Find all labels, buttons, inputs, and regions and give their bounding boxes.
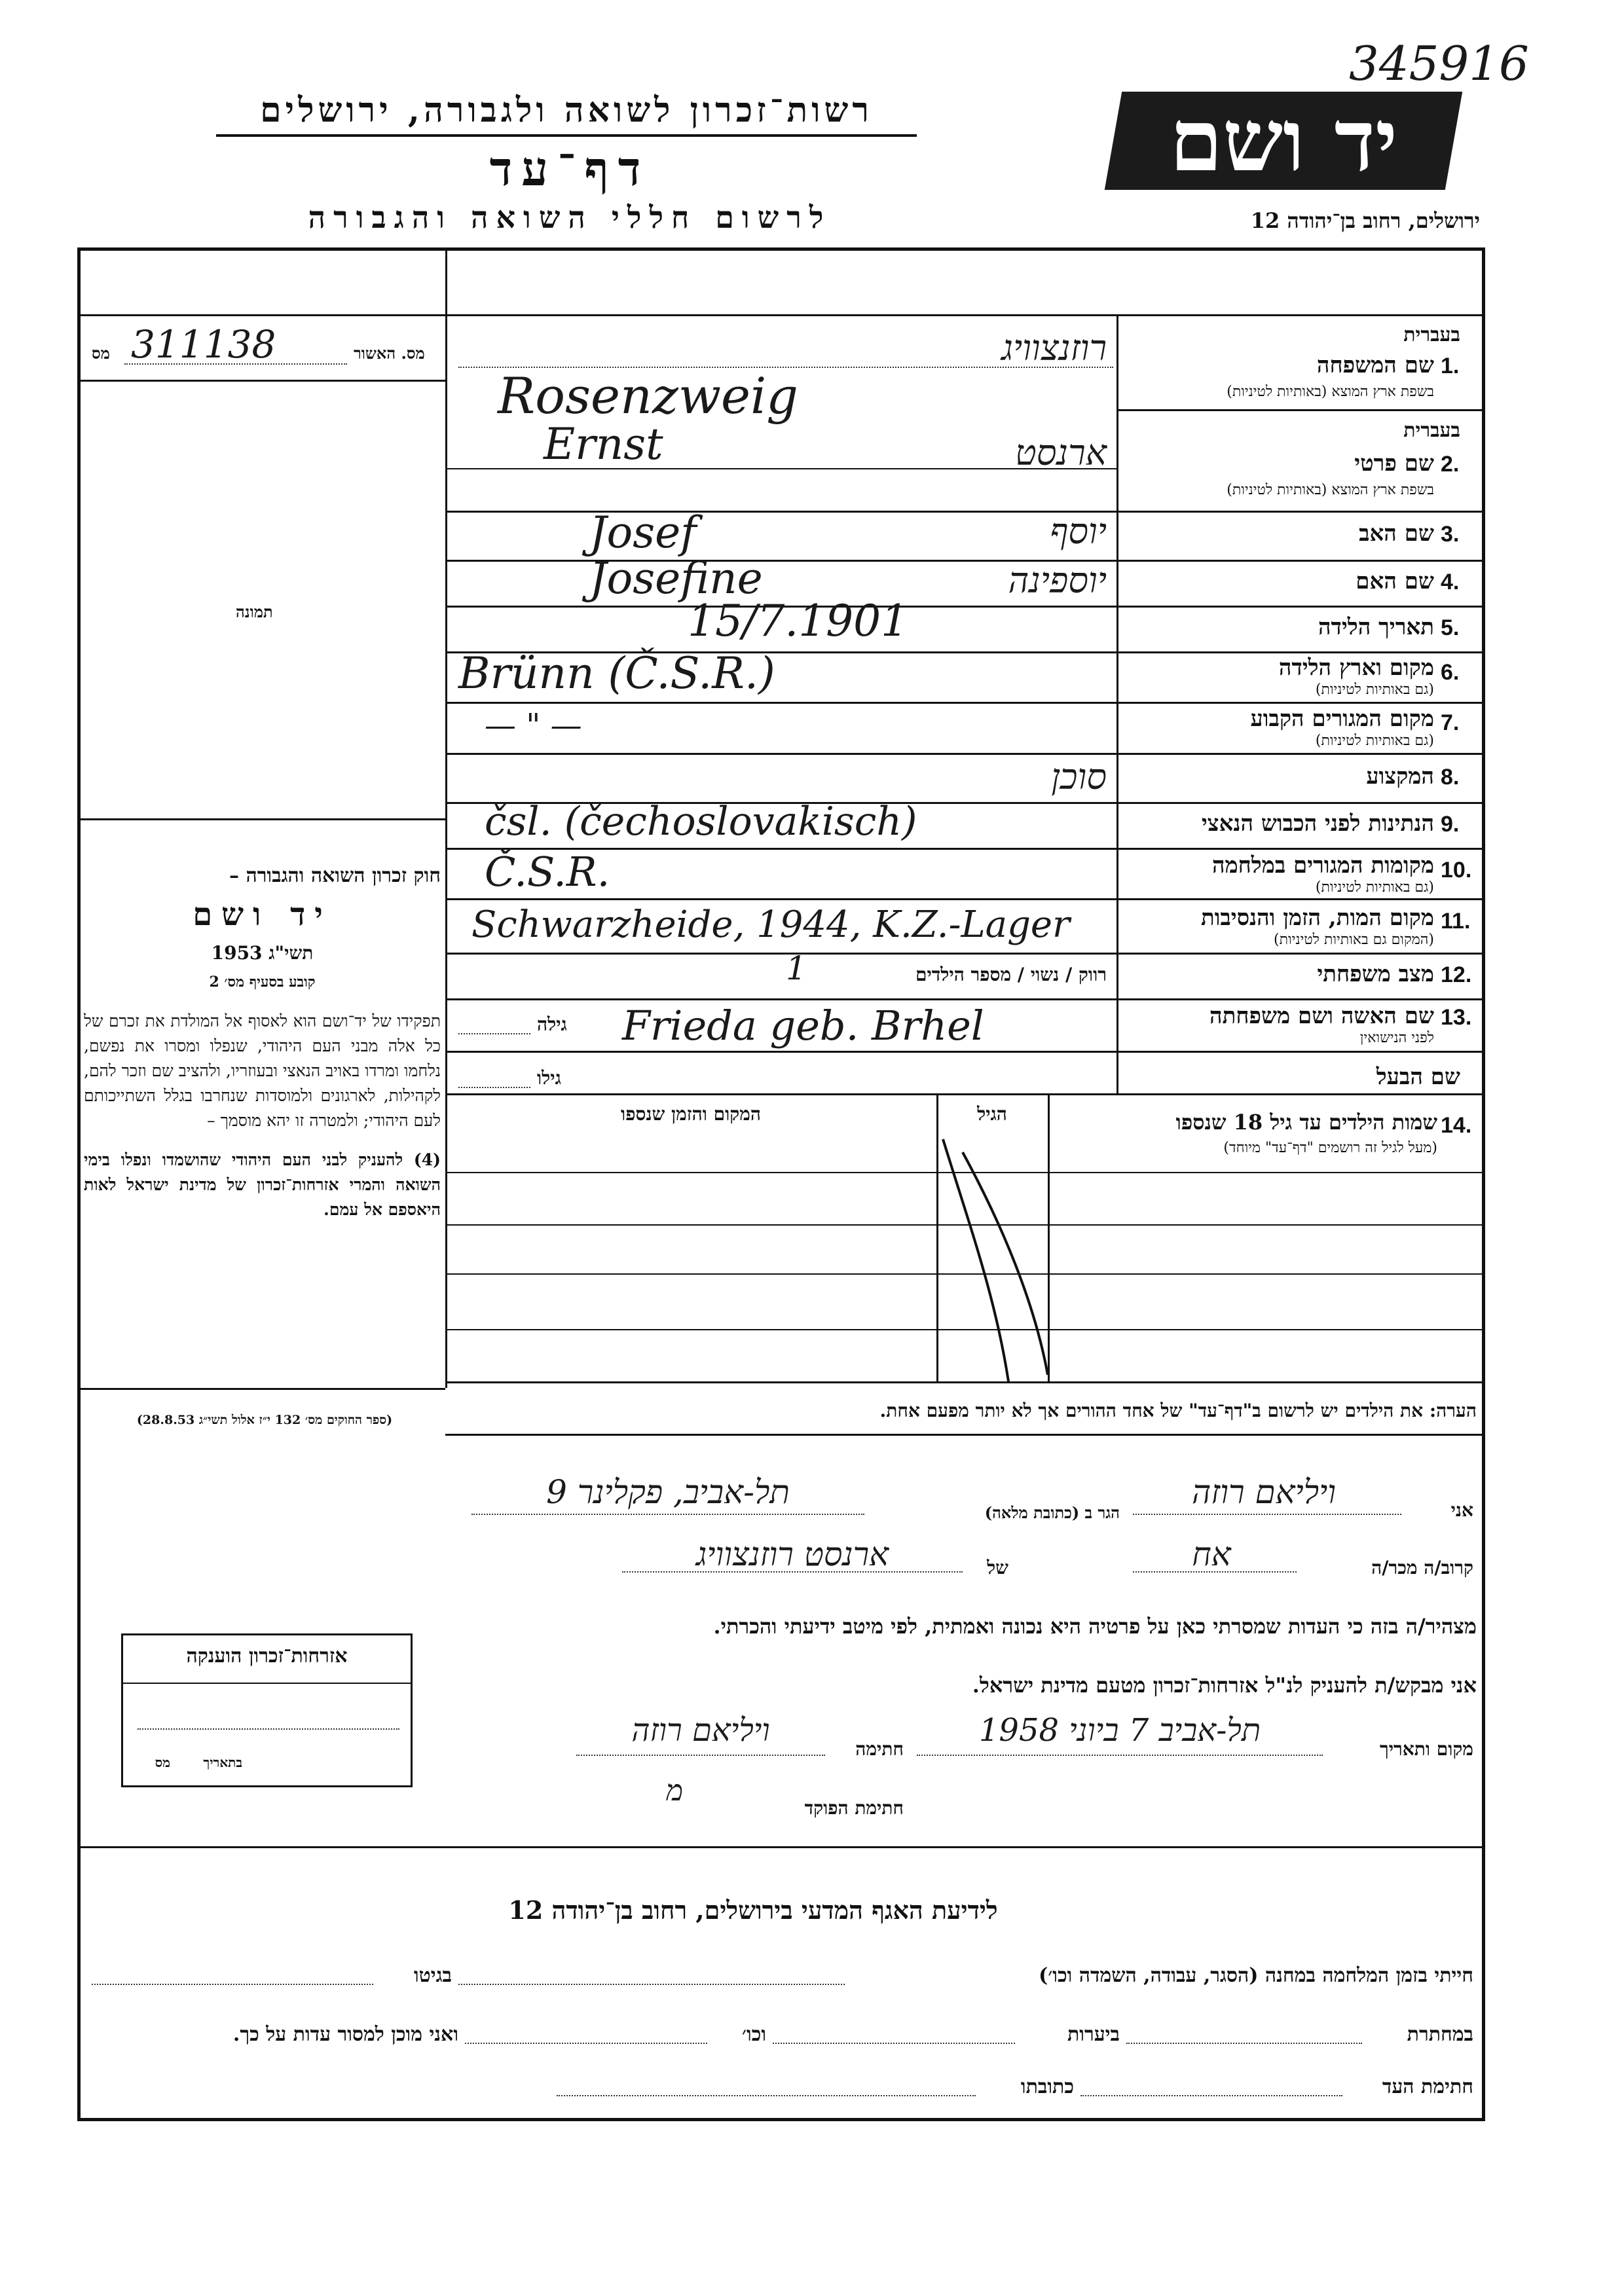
husband-label: שם הבעל	[1376, 1064, 1460, 1090]
field-8-number: 8.	[1441, 765, 1460, 790]
form-subtitle: לרשום חללי השואה והגבורה	[308, 200, 832, 235]
children-col-place: המקום והזמן שנספו	[621, 1103, 761, 1125]
field-3-number: 3.	[1441, 522, 1460, 547]
field-1-label: שם המשפחה	[1316, 352, 1434, 378]
field-7-sub: (גם באותיות לטיניות)	[1315, 733, 1434, 749]
field-2-label: שם פרטי	[1354, 450, 1434, 477]
declarant-address-label: הגר ב (כתובת מלאה)	[984, 1503, 1120, 1522]
law-title: חוק זכרון השואה והגבורה –	[229, 864, 441, 887]
field-13-latin-value: Frieda geb. Brhel	[622, 1002, 984, 1049]
field-1-sub: בשפת ארץ המוצא (באותיות לטיניות)	[1227, 384, 1434, 400]
field-1-hebrew-value: רוזנצוויג	[1001, 327, 1107, 369]
field-8-label: המקצוע	[1366, 763, 1434, 790]
field-7-label: מקום המגורים הקבוע	[1250, 706, 1434, 732]
field-2-number: 2.	[1441, 452, 1460, 477]
declarant-name: ויליאם רוזה	[1191, 1473, 1337, 1511]
field-5-label: תאריך הלידה	[1318, 614, 1434, 640]
footer-line1-a: חייתי בזמן המלחמה במחנה (הסגר, עבודה, השמדה וכו׳)	[1039, 1964, 1473, 1987]
footer-line2-c: וכו׳	[742, 2023, 766, 2046]
field-12-label: מצב משפחתי	[1317, 961, 1434, 987]
left-column-divider	[445, 314, 447, 1388]
field-7-latin-value: — " —	[485, 707, 582, 744]
field-3-label: שם האב	[1359, 520, 1434, 547]
field-11-label: מקום המות, הזמן והנסיבות	[1200, 905, 1434, 931]
law-year: תשי"ג 1953	[211, 942, 314, 964]
children-note: הערה: את הילדים יש לרשום ב"דף־עד" של אחד ההורים אך לא יותר מפעם אחת.	[879, 1400, 1477, 1421]
field-1-number: 1.	[1441, 354, 1460, 378]
form-title: דף־עד	[489, 141, 650, 196]
field-2-hebrew-tag: בעברית	[1403, 419, 1460, 442]
footer-line3-a: חתימת העד	[1382, 2075, 1473, 2098]
field-6-label: מקום וארץ הלידה	[1278, 655, 1434, 681]
declarant-name-label: אני	[1450, 1499, 1473, 1521]
field-9-label: הנתינות לפני הכבוש הנאצי	[1201, 811, 1434, 837]
field-5-latin-value: 15/7.1901	[688, 596, 909, 646]
field-2-latin-value: Ernst	[544, 419, 663, 469]
clerk-signature-label: חתימת הפוקד	[804, 1797, 904, 1819]
field-12-number: 12.	[1441, 962, 1472, 987]
approval-number: 311138	[131, 322, 276, 367]
relation-label: קרוב/ה מכר/ה	[1371, 1557, 1473, 1578]
field-11-latin-value: Schwarzheide, 1944, K.Z.-Lager	[471, 903, 1070, 946]
field-4-label: שם האם	[1356, 568, 1434, 594]
archive-number: 345916	[1349, 36, 1529, 91]
citizenship-title: אזרחות־זכרון הוענקה	[186, 1645, 348, 1667]
field-11-sub: (המקום גם באותיות לטיניות)	[1274, 932, 1434, 948]
children-sub: (מעל לגיל זה רושמים "דף־עד" מיוחד)	[1223, 1140, 1437, 1156]
field-10-label: מקומות המגורים במלחמה	[1211, 852, 1434, 879]
field-11-number: 11.	[1441, 909, 1471, 934]
field-10-latin-value: Č.S.R.	[485, 848, 610, 896]
field-2-sub: בשפת ארץ המוצא (באותיות לטיניות)	[1227, 482, 1434, 498]
field-13-sub: לפני הנישואין	[1359, 1030, 1434, 1046]
header-address: ירושלים, רחוב בן־יהודה 12	[1250, 208, 1480, 233]
footer-line2-a: במחתרת	[1407, 2023, 1473, 2046]
field-3-hebrew-value: יוסף	[1050, 511, 1107, 552]
children-label: שמות הילדים עד גיל 18 שנספו	[1175, 1110, 1437, 1135]
footer-line3-b: כתובתו	[1020, 2075, 1074, 2098]
yad-vashem-logo	[1105, 92, 1462, 190]
signature-value: ויליאם רוזה	[631, 1712, 770, 1749]
law-name: יד ושם	[193, 896, 332, 933]
field-10-number: 10.	[1441, 858, 1472, 883]
field-12-options: רווק / נשוי / מספר הילדים	[915, 964, 1107, 985]
children-col-age: הגיל	[977, 1103, 1007, 1125]
signature-label: חתימה	[855, 1738, 904, 1760]
children-strike-lines	[917, 1126, 1074, 1388]
law-source: (ספר החוקים מס׳ 132 י״ז אלול תשי״ג 28.8.53)	[136, 1413, 393, 1427]
field-4-latin-value: Josefine	[589, 553, 763, 604]
clerk-signature-value: מ	[665, 1774, 684, 1808]
field-8-hebrew-value: סוכן	[1051, 756, 1107, 797]
field-7-number: 7.	[1441, 710, 1460, 735]
law-clause: קובע בסעיף מס׳ 2	[209, 974, 316, 991]
citizenship-number-label: מס	[155, 1755, 170, 1770]
field-12-children-count: 1	[786, 949, 807, 987]
field-9-number: 9.	[1441, 812, 1460, 837]
of-label: של	[987, 1557, 1008, 1578]
field-5-number: 5.	[1441, 615, 1460, 640]
field-13-label: שם האשה ושם משפחתה	[1209, 1003, 1434, 1029]
field-13-number: 13.	[1441, 1005, 1472, 1030]
field-6-latin-value: Brünn (Č.S.R.)	[458, 648, 775, 699]
field-14-number: 14.	[1441, 1113, 1472, 1138]
law-paragraph-2: (4) להעניק לבני העם היהודי שהושמדו ונפלו בימי השואה והמרי אזרחות־זכרון של מדינת ישראל לאות היאספם אל עמם.	[84, 1150, 441, 1219]
footer-line1-b: בגיטו	[413, 1964, 452, 1987]
law-paragraph-1: תפקידו של יד־ושם הוא לאסוף אל המולדת את זכרם של כל אלה מבני העם היהודי, שנפלו ומסרו את נפשם, נלחמו ומרדו באויב הנאצי ובעוזריו, ולהציב שם וזכר להם, לקהילות, לארגונים ולמוסדות שנחרבו בגלל השתייכותם לעם היהודי; ולמטרה זו יהא מוסמך –	[84, 1011, 441, 1130]
logo-text: יד ושם	[1169, 90, 1398, 191]
footer-line2-d: ואני מוכן למסור עדות על כך.	[232, 2023, 458, 2046]
relation-value: אח	[1192, 1535, 1231, 1573]
declaration-request: אני מבקש/ת להעניק לנ"ל אזרחות־זכרון מטעם מדינת ישראל.	[972, 1673, 1477, 1698]
field-10-sub: (גם באותיות לטיניות)	[1315, 879, 1434, 896]
approval-label: מס. האשור	[354, 344, 425, 363]
footer-line2-b: ביערות	[1067, 2023, 1120, 2046]
citizenship-date-label: בתאריך	[203, 1755, 242, 1770]
place-date-label: מקום ותאריך	[1379, 1738, 1473, 1760]
field-1-latin-value: Rosenzweig	[498, 367, 798, 425]
place-date-value: תל-אביב 7 ביוני 1958	[978, 1712, 1261, 1749]
field-4-number: 4.	[1441, 570, 1460, 594]
photo-label: תמונה	[236, 602, 273, 621]
field-6-sub: (גם באותיות לטיניות)	[1315, 682, 1434, 698]
declarant-address: תל-אביב, פקלינר 9	[546, 1473, 790, 1511]
declaration-statement: מצהיר/ה בזה כי העדות שמסרתי כאן על פרטיה היא נכונה ואמתית, לפי מיטב ידיעתי והכרתי.	[713, 1614, 1477, 1639]
field-13-age-label: גילה	[537, 1013, 567, 1035]
approval-prefix: מס	[92, 344, 110, 363]
field-9-latin-value: čsl. (čechoslovakisch)	[485, 799, 917, 845]
field-1-hebrew-tag: בעברית	[1403, 323, 1460, 346]
label-column-divider	[1116, 314, 1118, 1093]
field-3-latin-value: Josef	[589, 507, 697, 558]
of-value: ארנסט רוזנצוויג	[695, 1535, 889, 1573]
field-2-hebrew-value: ארנסט	[1015, 432, 1107, 473]
field-4-hebrew-value: יוספינה	[1008, 560, 1107, 601]
law-sidebar	[84, 864, 441, 1222]
husband-age-label: גילו	[537, 1067, 561, 1089]
footer-title: לידיעת האגף המדעי בירושלים, רחוב בן־יהודה 12	[508, 1895, 998, 1925]
field-6-number: 6.	[1441, 660, 1460, 685]
authority-line: רשות־זכרון לשואה ולגבורה, ירושלים	[216, 90, 917, 137]
